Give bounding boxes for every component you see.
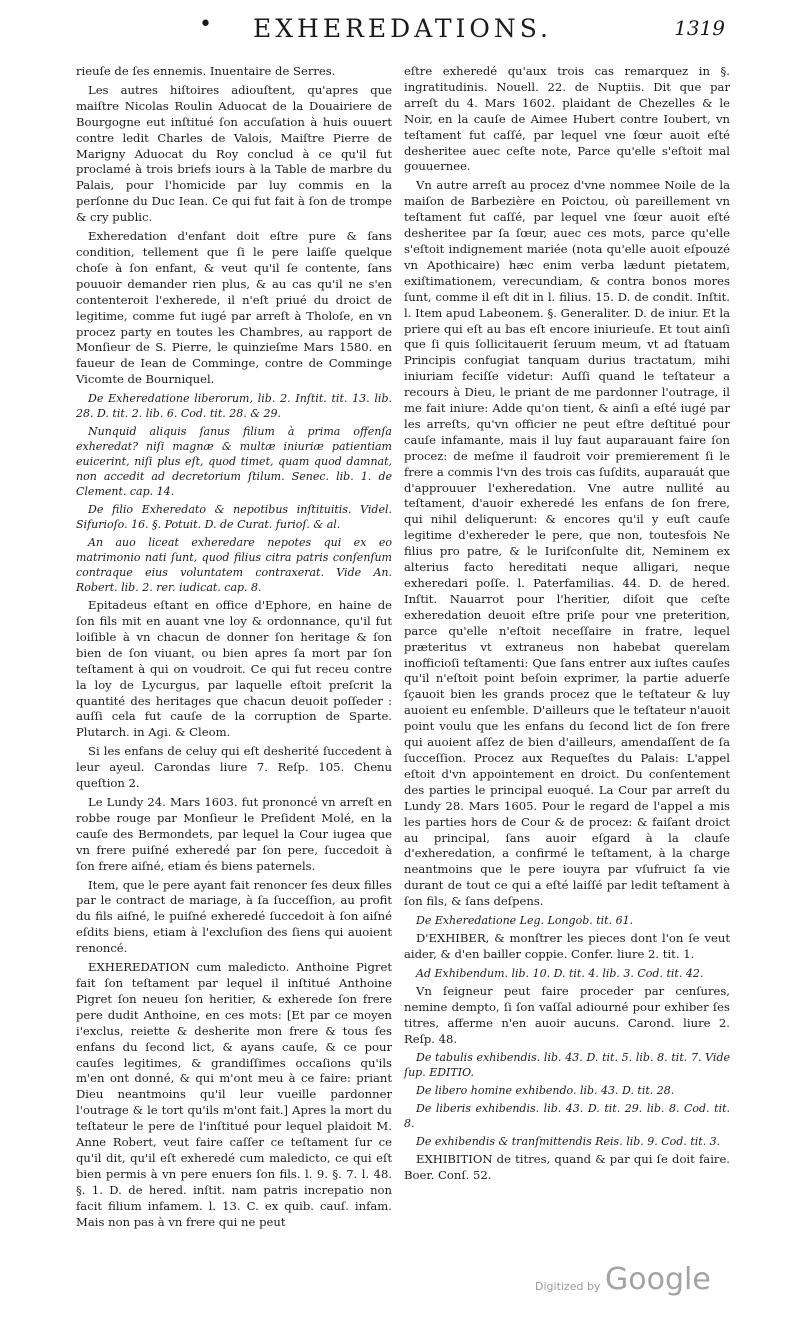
header-bullet: • xyxy=(199,12,212,37)
citation: De Exheredatione Leg. Longob. tit. 61. xyxy=(416,914,634,928)
citation: De filio Exheredato & nepotibus inſtituitis. Videl. Sifurioſo. 16. §. Potuit. D. de Curat. furioſ. & al. xyxy=(76,503,392,532)
watermark-caption: Digitized by xyxy=(535,1280,601,1293)
citation: Ad Exhibendum. lib. 10. D. tit. 4. lib. 3. Cod. tit. 42. xyxy=(416,966,704,980)
paragraph: rieuſe de ſes ennemis. Inuentaire de Serres. xyxy=(76,64,336,78)
paragraph: Item, que le pere ayant fait renoncer ſes deux filles par le contract de mariage, à ſa ſucceſſion, au profit du fils aiſné, le puiſné exheredé ſuccedoit à ſon aiſné eſdits biens, etiam à l'excluſion des ſiens qui auoient renoncé. xyxy=(76,877,392,956)
citation: De tabulis exhibendis. lib. 43. D. tit. 5. lib. 8. tit. 7. Vide ſup. EDITIO. xyxy=(404,1051,730,1080)
paragraph: Le Lundy 24. Mars 1603. fut prononcé vn arreſt en robbe rouge par Monſieur le Preſident Molé, en la cauſe des Bermondets, par lequel la Cour iugea que vn frere puiſné exheredé par ſon pere, ſuccedoit à ſon frere aiſné, etiam és biens paternels. xyxy=(76,795,392,873)
paragraph: D'EXHIBER, & monſtrer les pieces dont l'on ſe veut aider, & d'en bailler coppie. Confer. liure 2. tit. 1. xyxy=(404,931,730,961)
page-header xyxy=(80,12,725,52)
paragraph: Exheredation d'enfant doit eſtre pure & ſans condition, tellement que ſi le pere laiſſe quelque choſe à ſon enfant, & veut qu'il ſe contente, ſans pouuoir demander rien plus, & au cas qu'il ne s'en contenteroit l'exherede, il n'eſt priué du droict de legitime, comme fut iugé par arreſt à Tholoſe, en vn procez party en toutes les Chambres, au rapport de Monſieur de S. Pierre, le quinzieſme Mars 1580. en faueur de Iean de Comminge, contre de Comminge Vicomte de Bourniquel. xyxy=(76,229,392,387)
citation: An auo liceat exheredare nepotes qui ex eo matrimonio nati ſunt, quod filius citra patris conſenſum contraque eius voluntatem contraxerat. Vide An. Robert. lib. 2. rer. iudicat. cap. 8. xyxy=(76,536,392,595)
paragraph: Epitadeus eſtant en office d'Ephore, en haine de ſon fils mit en auant vne loy & ordonnance, qu'il fut loiſible à vn chacun de donner ſon heritage & ſon bien de ſon viuant, ou bien apres ſa mort par ſon teſtament à qui on voudroit. Ce qui fut receu contre la loy de Lycurgus, par laquelle eſtoit preſcrit la quantité des heritages que chacun deuoit poſſeder : auſſi cela fut cauſe de la corruption de Sparte. Plutarch. in Agi. & Cleom. xyxy=(76,598,392,740)
running-title: EXHEREDATIONS. xyxy=(252,14,552,43)
right-column xyxy=(404,64,730,1187)
citation: De libero homine exhibendo. lib. 43. D. tit. 28. xyxy=(416,1084,675,1098)
paragraph: EXHIBITION de titres, quand & par qui ſe doit faire. Boer. Conſ. 52. xyxy=(404,1152,730,1183)
citation: De exhibendis & tranſmittendis Reis. lib. 9. Cod. tit. 3. xyxy=(416,1135,721,1149)
citation: De liberis exhibendis. lib. 43. D. tit. 29. lib. 8. Cod. tit. 8. xyxy=(404,1102,730,1131)
page-number: 1319 xyxy=(674,16,725,40)
google-logo: Google xyxy=(605,1262,711,1297)
paragraph: Les autres hiſtoires adiouſtent, qu'apres que maiſtre Nicolas Roulin Aduocat de la Douairiere de Bourgogne eut inſtitué ſon accuſation à huis ouuert contre ledit Charles de Valois, Maiſtre Pierre de Marigny Aduocat du Roy conclud à ce qu'il fut proclamé à trois briefs iours à la Table de marbre du Palais, pour l'homicide par luy commis en la perſonne du Duc Iean. Ce qui fut fait à ſon de trompe & cry public. xyxy=(76,82,392,225)
paragraph: Vn autre arreſt au procez d'vne nommee Noile de la maiſon de Barbezière en Poictou, où pareillement vn teſtament fut caſſé, par lequel vne ſœur auoit eſté desheritee par ſa ſœur, auec ces mots, parce qu'elle s'eſtoit indignement mariée (nota qu'elle auoit eſpouzé vn Apothicaire) hæc enim verba lædunt pietatem, exiſtimationem, verecundiam, & contra bonos mores ſunt, comme il eſt dit in l. filius. 15. D. de condit. Inſtit. l. Item apud Labeonem. §. Generaliter. D. de iniur. Et la priere qui eſt au bas eſt encore iniurieuſe. Et tout ainſi que ſi quis ſollicitauerit ſeruum meum, vt ad ſtatuam Principis confugiat tanquam durius tractatum, mihi iniuriam feciſſe videtur: Auſſi quand le teſtateur a recours à Dieu, le priant de me pardonner l'outrage, il me fait iniure: Adde qu'on tient, & ainſi a eſté iugé par les arreſts, qu'vn officier ne peut eſtre deſtitué pour cauſe infamante, mais il luy faut auparauant faire ſon procez: de meſme il faudroit voir premierement ſi le frere a commis l'vn des trois cas ſuſdits, auparauát que d'approuuer l'exheredation. Vne autre nullité au teſtament, d'auoir exheredé les enfans de ſon frere, qui nihil deliquerunt: & encores qu'il y euſt cauſe legitime d'exhereder le pere, que non, toutesfois Ne filius pro patre, & le Iuriſconſulte dit, Neminem ex alterius facto hereditati neque alligari, neque exheredari poſſe. l. Paterfamilias. 44. D. de hered. Inſtit. Nauarrot pour l'heritier, diſoit que ceſte exheredation deuoit eſtre priſe pour vne preterition, parce qu'elle n'eſtoit neceſſaire in fratre, lequel præteritus vt extraneus non habebat querelam inofficioſi teſtamenti: Que ſans entrer aux iuſtes cauſes qu'il n'eſtoit point beſoin exprimer, la partie aduerſe ſçauoit bien les grands procez que le teſtateur & luy auoient eu enſemble. D'ailleurs que le teſtateur n'auoit point voulu que les enfans du ſecond lict de ſon frere qui auoient aſſez de bien d'ailleurs, amendaſſent de ſa ſucceſſion. Procez aux Requeſtes du Palais: L'appel eſtoit d'vn appointement en droict. Du conſentement des parties le principal euoqué. La Cour par arreſt du Lundy 28. Mars 1605. Pour le regard de l'appel a mis les parties hors de Cour & de procez: & faiſant droict au principal, ſans auoir eſgard à la clauſe d'exheredation, a confirmé le teſtament, à la charge neantmoins que le pere iouyra par vſufruict ſa vie durant de tout ce qui a eſté laiſſé par ledit teſtament à ſon fils, & ſans deſpens. xyxy=(404,178,730,909)
paragraph: EXHEREDATION cum maledicto. Anthoine Pigret fait ſon teſtament par lequel il inſtitué Anthoine Pigret ſon neueu ſon heritier, & exherede ſon frere pere dudit Anthoine, en ces mots: [Et par ce moyen i'exclus, reiette & desherite mon frere & tous ſes enfans du ſecond lict, & ayans cauſe, & ce pour cauſes legitimes, & grandiſſimes occaſions qu'ils m'en ont donné, & qui m'ont meu à ce faire: priant Dieu neantmoins qu'il leur vueille pardonner l'outrage & le tort qu'ils m'ont fait.] Apres la mort du teſtateur le pere de l'inſtitué pour lequel plaidoit M. Anne Robert, veut faire caſſer ce teſtament ſur ce qu'il dit, qu'il eſt exheredé cum maledicto, ce qui eſt bien permis à vn pere enuers ſon fils. l. 9. §. 7. l. 48. §. 1. D. de hered. inſtit. nam patris increpatio non facit filium infamem. l. 13. C. ex quib. cauſ. infam. Mais non pas à vn frere qui ne peut xyxy=(76,960,392,1229)
citation: De Exheredatione liberorum, lib. 2. Inſtit. tit. 13. lib. 28. D. tit. 2. lib. 6. Cod. tit. 28. & 29. xyxy=(76,392,392,421)
digitized-watermark xyxy=(535,1262,775,1302)
paragraph: eſtre exheredé qu'aux trois cas remarquez in §. ingratitudinis. Nouell. 22. de Nuptiis. Dit que par arreſt du 4. Mars 1602. plaidant de Chezelles & le Noir, en la cauſe de Aimee Hubert contre Ioubert, vn teſtament fut caſſé, par lequel vne ſœur auoit eſté desheritee auec ceſte note, Parce qu'elle s'eſtoit mal gouuernee. xyxy=(404,64,730,174)
left-column xyxy=(76,64,392,1233)
citation: Nunquid aliquis ſanus filium à prima offenſa exheredat? niſi magnæ & multæ iniuriæ patientiam euicerint, niſi plus eſt, quod timet, quam quod damnat, non accedit ad decretorium ſtilum. Senec. lib. 1. de Clement. cap. 14. xyxy=(76,425,392,499)
paragraph: Si les enfans de celuy qui eſt desherité ſuccedent à leur ayeul. Carondas liure 7. Reſp. 105. Chenu queſtion 2. xyxy=(76,744,392,791)
paragraph: Vn ſeigneur peut faire proceder par cenſures, nemine dempto, ſi ſon vaſſal adiourné pour exhiber ſes titres, afferme n'en auoir aucuns. Carond. liure 2. Reſp. 48. xyxy=(404,983,730,1046)
